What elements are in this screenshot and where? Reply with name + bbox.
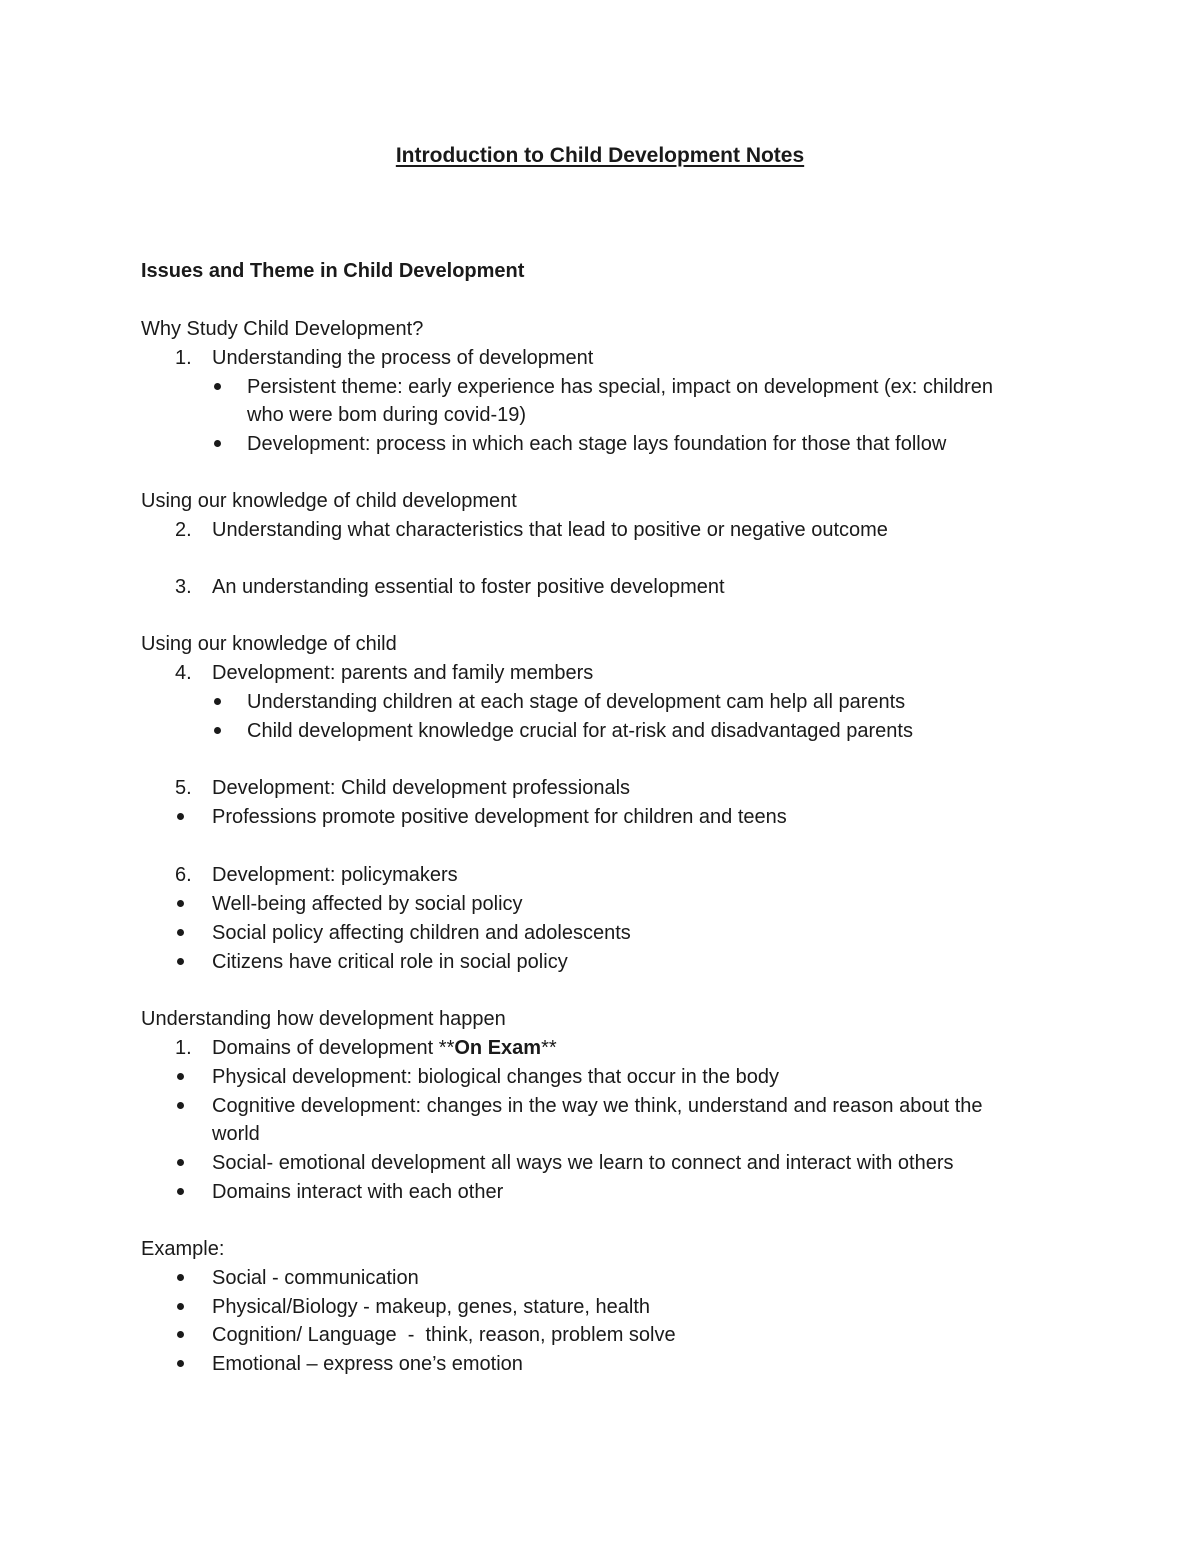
bullet-icon bbox=[177, 958, 184, 965]
list-number: 6. bbox=[175, 864, 192, 886]
list-number: 1. bbox=[175, 347, 192, 369]
bullet-icon bbox=[214, 440, 221, 447]
bullet-icon bbox=[177, 1274, 184, 1281]
list-item: Understanding children at each stage of development cam help all parents bbox=[247, 691, 906, 713]
why-study-heading: Why Study Child Development? bbox=[141, 318, 424, 340]
list-item: Development: Child development professionals bbox=[212, 777, 631, 799]
using-knowledge-heading: Using our knowledge of child development bbox=[141, 490, 517, 512]
list-item: Persistent theme: early experience has special, impact on development (ex: children bbox=[247, 376, 993, 398]
list-item-domains bbox=[212, 1035, 557, 1061]
bullet-icon bbox=[214, 383, 221, 390]
list-number: 4. bbox=[175, 662, 192, 684]
bullet-icon bbox=[177, 1331, 184, 1338]
bullet-icon bbox=[214, 727, 221, 734]
list-item: Child development knowledge crucial for at-risk and disadvantaged parents bbox=[247, 720, 913, 742]
list-item: Domains interact with each other bbox=[212, 1181, 504, 1203]
bullet-icon bbox=[177, 1360, 184, 1367]
example-heading: Example: bbox=[141, 1238, 225, 1260]
list-item: Emotional – express one’s emotion bbox=[212, 1353, 523, 1375]
list-item: Professions promote positive development for children and teens bbox=[212, 806, 787, 828]
list-number: 3. bbox=[175, 576, 192, 598]
bullet-icon bbox=[177, 1188, 184, 1195]
using-knowledge-child-heading: Using our knowledge of child bbox=[141, 633, 397, 655]
list-item: Understanding the process of development bbox=[212, 347, 594, 369]
list-item: Cognitive development: changes in the way we think, understand and reason about the bbox=[212, 1095, 983, 1117]
understanding-heading: Understanding how development happen bbox=[141, 1008, 506, 1030]
bullet-icon bbox=[177, 1303, 184, 1310]
list-item: An understanding essential to foster positive development bbox=[212, 576, 725, 598]
list-item: Well-being affected by social policy bbox=[212, 893, 523, 915]
list-item: Cognition/ Language - think, reason, problem solve bbox=[212, 1324, 676, 1346]
bullet-icon bbox=[177, 929, 184, 936]
exam-marker-suffix: ** bbox=[541, 1037, 557, 1059]
list-number: 1. bbox=[175, 1037, 192, 1059]
list-item: Understanding what characteristics that lead to positive or negative outcome bbox=[212, 519, 888, 541]
list-item: Social policy affecting children and adolescents bbox=[212, 922, 631, 944]
list-item: Development: process in which each stage lays foundation for those that follow bbox=[247, 433, 947, 455]
exam-emphasis: On Exam bbox=[454, 1037, 542, 1059]
list-item-text: Domains of development bbox=[212, 1037, 439, 1059]
list-number: 5. bbox=[175, 777, 192, 799]
bullet-icon bbox=[177, 1102, 184, 1109]
list-item: Physical/Biology - makeup, genes, stature, health bbox=[212, 1296, 651, 1318]
list-number: 2. bbox=[175, 519, 192, 541]
list-item: Social- emotional development all ways we learn to connect and interact with others bbox=[212, 1152, 954, 1174]
list-item: Development: policymakers bbox=[212, 864, 458, 886]
list-item: Physical development: biological changes that occur in the body bbox=[212, 1066, 780, 1088]
list-item-continuation: world bbox=[212, 1123, 260, 1145]
bullet-icon bbox=[177, 900, 184, 907]
list-item-continuation: who were bom during covid-19) bbox=[247, 404, 527, 426]
list-item: Social - communication bbox=[212, 1267, 419, 1289]
bullet-icon bbox=[177, 1159, 184, 1166]
bullet-icon bbox=[177, 1073, 184, 1080]
exam-marker-prefix: ** bbox=[438, 1037, 455, 1059]
bullet-icon bbox=[177, 813, 184, 820]
section-heading: Issues and Theme in Child Development bbox=[141, 260, 525, 282]
list-item: Development: parents and family members bbox=[212, 662, 594, 684]
list-item: Citizens have critical role in social policy bbox=[212, 951, 568, 973]
document-title: Introduction to Child Development Notes bbox=[395, 144, 805, 167]
bullet-icon bbox=[214, 698, 221, 705]
